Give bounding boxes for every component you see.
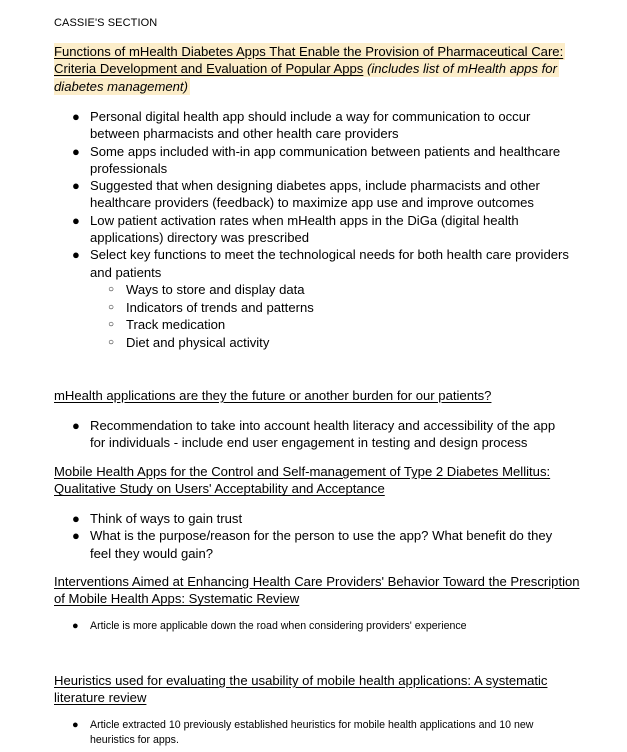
- bullet-icon: ●: [72, 620, 79, 632]
- sub-list-item: ○ Ways to store and display data: [108, 281, 305, 297]
- list-item: ● Think of ways to gain trust: [72, 511, 243, 526]
- list-item: ● Select key functions to meet the technological needs for both health care providers and patients ○ Ways to store and display data ○ Indicators of trends and patterns ○ Track medication ○ Diet and physical activity: [72, 246, 572, 351]
- article-title-2-link[interactable]: mHealth applications are they the future or another burden for our patients?: [54, 388, 492, 403]
- bullet-icon: ●: [72, 143, 80, 159]
- article-title-3: [54, 463, 584, 498]
- list-item: ● Recommendation to take into account health literacy and accessibility of the app for individuals - include end user engagement in testing and design process: [72, 418, 556, 451]
- list-item: ● Suggested that when designing diabetes apps, include pharmacists and other healthcare providers (feedback) to maximize app use and improve outcomes: [72, 178, 540, 211]
- article-2-bullets: [72, 417, 572, 452]
- article-title-1: [54, 43, 574, 95]
- article-5-bullets: [72, 718, 572, 748]
- article-3-bullets: [72, 510, 572, 562]
- list-item: ● Article is more applicable down the road when considering providers' experience: [72, 620, 467, 632]
- article-title-5: [54, 672, 584, 707]
- article-title-3-link[interactable]: Mobile Health Apps for the Control and Self-management of Type 2 Diabetes Mellitus: Qualitative Study on Users' Acceptability and Acceptance: [54, 464, 551, 497]
- article-title-2: [54, 387, 584, 404]
- list-item: ● Some apps included with-in app communication between patients and healthcare professionals: [72, 143, 561, 176]
- article-title-4: [54, 573, 584, 608]
- article-title-1-note: (includes list of mHealth apps for diabetes management): [54, 61, 557, 94]
- article-title-4-link[interactable]: Interventions Aimed at Enhancing Health Care Providers' Behavior Toward the Prescription of Mobile Health Apps: Systematic Review: [54, 574, 580, 607]
- bullet-icon: ●: [72, 212, 80, 228]
- circle-bullet-icon: ○: [108, 319, 115, 331]
- bullet-icon: ●: [72, 719, 79, 731]
- article-title-5-link[interactable]: Heuristics used for evaluating the usability of mobile health applications: A systematic literature review: [54, 673, 548, 706]
- list-item: ● What is the purpose/reason for the person to use the app? What benefit do they feel they would gain?: [72, 528, 553, 561]
- list-item: ● Personal digital health app should include a way for communication to occur between pharmacists and other health care providers: [72, 109, 531, 142]
- bullet-icon: ●: [72, 528, 80, 544]
- sub-list-item: ○ Indicators of trends and patterns: [108, 299, 314, 315]
- bullet-icon: ●: [72, 418, 80, 433]
- sub-list-item: ○ Track medication: [108, 317, 226, 333]
- sub-list-item: ○ Diet and physical activity: [108, 334, 270, 350]
- circle-bullet-icon: ○: [108, 283, 115, 295]
- sub-bullets: [90, 281, 572, 351]
- bullet-icon: ●: [72, 178, 80, 194]
- article-title-1-link[interactable]: Functions of mHealth Diabetes Apps That Enable the Provision of Pharmaceutical Care: Criteria Development and Evaluation of Popular Apps: [54, 44, 564, 77]
- list-item: ● Article extracted 10 previously established heuristics for mobile health applications and 10 new heuristics for apps.: [72, 719, 534, 746]
- circle-bullet-icon: ○: [108, 336, 115, 348]
- bullet-icon: ●: [72, 109, 80, 124]
- article-4-bullets: [72, 619, 572, 634]
- bullet-icon: ●: [72, 247, 80, 263]
- list-item: ● Low patient activation rates when mHealth apps in the DiGa (digital health applications) directory was prescribed: [72, 212, 519, 246]
- section-label: CASSIE'S SECTION: [54, 17, 158, 29]
- circle-bullet-icon: ○: [108, 301, 115, 313]
- bullet-icon: ●: [72, 511, 80, 526]
- article-1-bullets: [72, 108, 572, 351]
